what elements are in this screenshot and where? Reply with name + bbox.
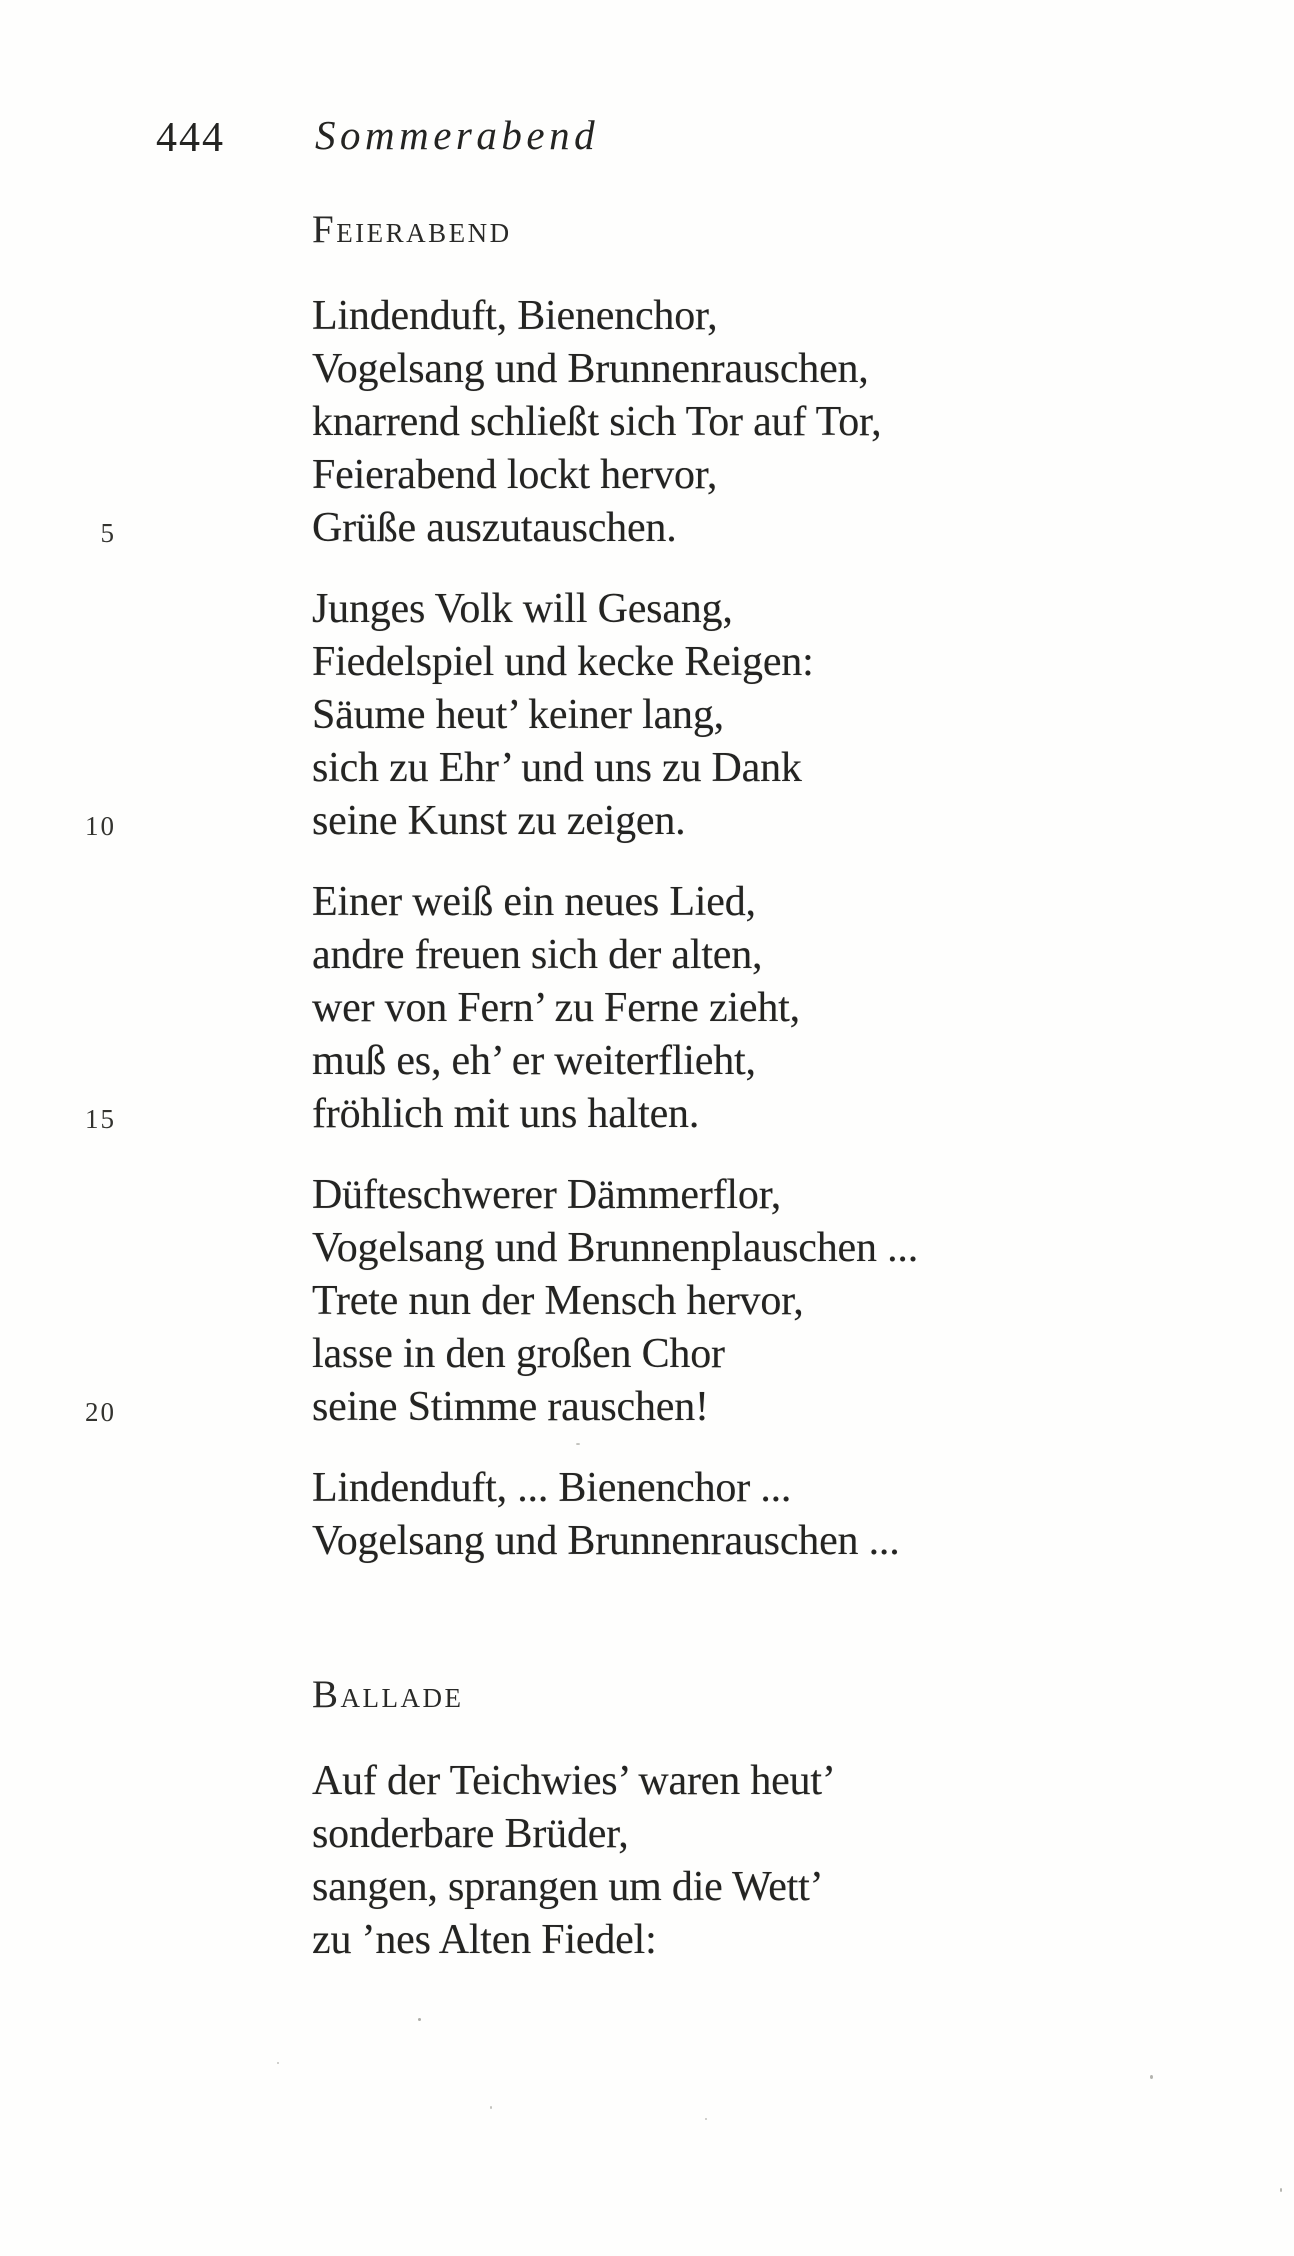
- stanza: [312, 290, 1012, 555]
- margin-line-number: 20: [85, 1397, 116, 1427]
- verse-line: zu ’nes Alten Fiedel:: [312, 1917, 657, 1963]
- verse-line: Säume heut’ keiner lang,: [312, 692, 724, 738]
- scan-speck: [490, 2106, 492, 2109]
- running-header: Sommerabend: [315, 112, 600, 158]
- scan-speck: [418, 2018, 421, 2021]
- verse-line: seine Stimme rauschen!: [312, 1384, 709, 1430]
- scan-speck: [1150, 2075, 1153, 2079]
- verse-line: Feierabend lockt hervor,: [312, 452, 718, 498]
- stanza: [312, 1169, 1012, 1434]
- stanza: [312, 1755, 1012, 1967]
- verse-line: sich zu Ehr’ und uns zu Dank: [312, 745, 802, 791]
- verse-line: Grüße auszutauschen.: [312, 505, 677, 551]
- verse-line: Lindenduft, ... Bienenchor ...: [312, 1465, 792, 1511]
- verse-line: Düfteschwerer Dämmerflor,: [312, 1172, 782, 1218]
- stanza: [312, 583, 1012, 848]
- page-number: 444: [156, 115, 225, 161]
- verse-line: Lindenduft, Bienenchor,: [312, 293, 718, 339]
- poems: [312, 0, 1012, 1967]
- verse-line: Fiedelspiel und kecke Reigen:: [312, 639, 814, 685]
- scan-speck: [705, 2118, 707, 2120]
- verse-line: Junges Volk will Gesang,: [312, 586, 733, 632]
- scan-speck: [576, 1443, 580, 1445]
- verse-line: lasse in den großen Chor: [312, 1331, 725, 1377]
- poem-title: Feierabend: [312, 208, 512, 251]
- verse-line: Auf der Teichwies’ waren heut’: [312, 1758, 836, 1804]
- verse-line: Vogelsang und Brunnenplauschen ...: [312, 1225, 918, 1271]
- verse-line: wer von Fern’ zu Ferne zieht,: [312, 985, 800, 1031]
- verse-line: sangen, sprangen um die Wett’: [312, 1864, 824, 1910]
- margin-line-number: 5: [100, 518, 116, 548]
- poem-title: Ballade: [312, 1673, 464, 1716]
- stanza: [312, 1462, 1012, 1568]
- verse-line: andre freuen sich der alten,: [312, 932, 763, 978]
- scan-speck: [1280, 2188, 1282, 2192]
- verse-line: sonderbare Brüder,: [312, 1811, 629, 1857]
- poem: [312, 1675, 1012, 1967]
- scan-speck: [277, 2062, 279, 2064]
- verse-line: Vogelsang und Brunnenrauschen ...: [312, 1518, 900, 1564]
- verse-line: Einer weiß ein neues Lied,: [312, 879, 756, 925]
- margin-line-number: 10: [85, 811, 116, 841]
- margin-line-number: 15: [85, 1104, 116, 1134]
- verse-line: seine Kunst zu zeigen.: [312, 798, 686, 844]
- verse-line: Trete nun der Mensch hervor,: [312, 1278, 804, 1324]
- verse-line: fröhlich mit uns halten.: [312, 1091, 700, 1137]
- poem: [312, 210, 1012, 1568]
- stanza: [312, 876, 1012, 1141]
- verse-line: knarrend schließt sich Tor auf Tor,: [312, 399, 882, 445]
- verse-line: Vogelsang und Brunnenrauschen,: [312, 346, 869, 392]
- verse-line: muß es, eh’ er weiterflieht,: [312, 1038, 756, 1084]
